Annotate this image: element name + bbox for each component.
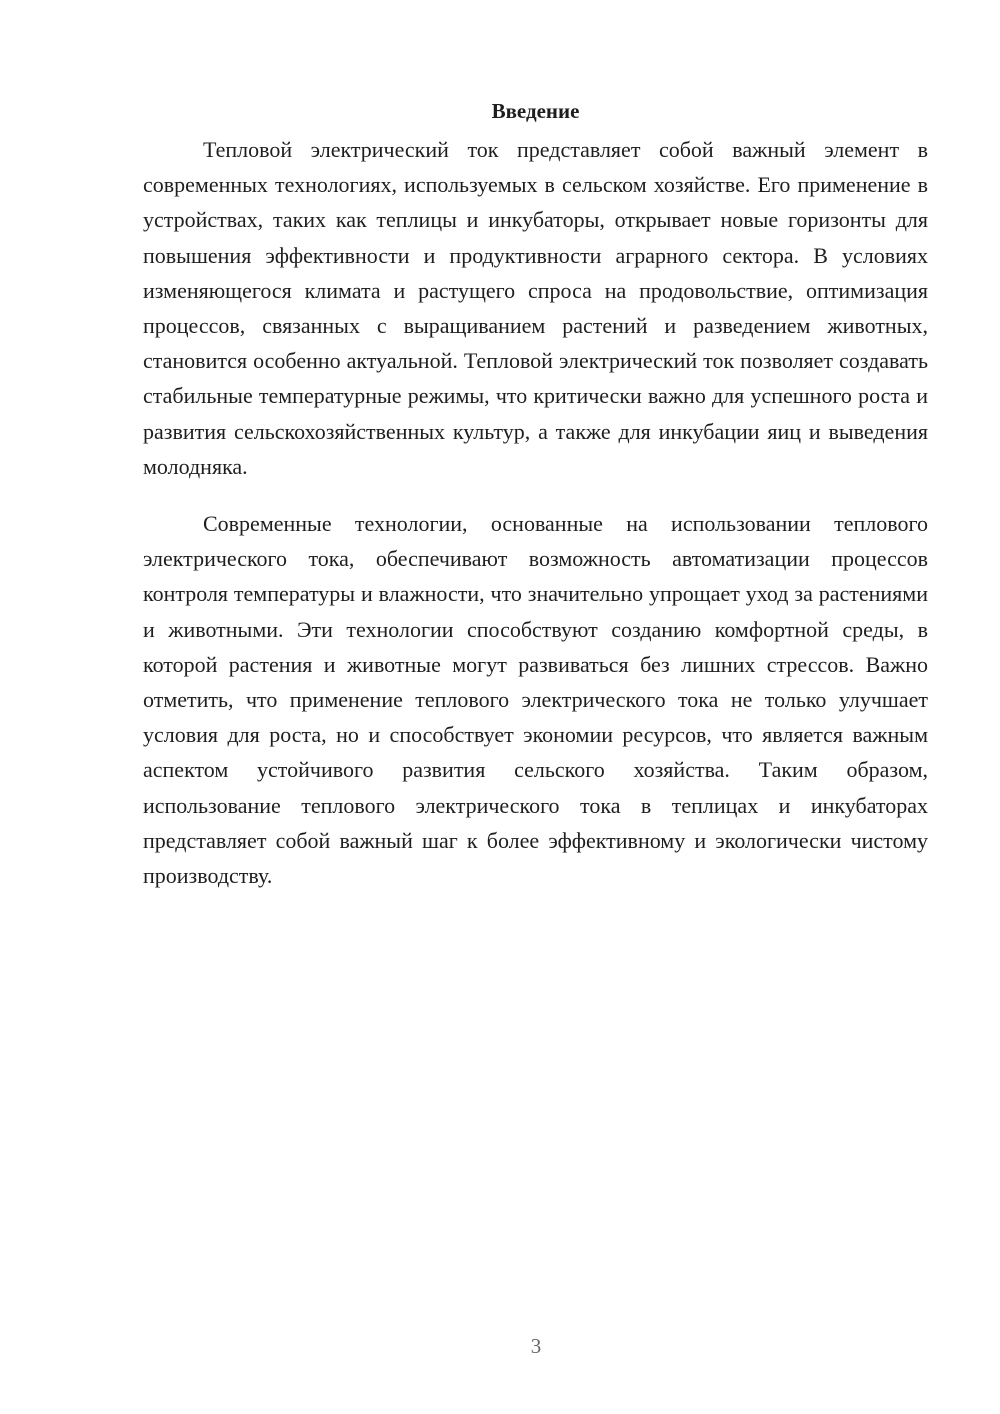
paragraph-2: Современные технологии, основанные на использовании теплового электрического тока, обеспечивают возможность автоматизации процессов контроля температуры и влажности, что значительно упрощает уход за растениями и животными. Эти технологии способствуют созданию комфортной среды, в которой растения и животные могут развиваться без лишних стрессов. Важно отметить, что применение теплового электрического тока не только улучшает условия для роста, но и способствует экономии ресурсов, что является важным аспектом устойчивого развития сельского хозяйства. Таким образом, использование теплового электрического тока в теплицах и инкубаторах представляет собой важный шаг к более эффективному и экологически чистому производству. bbox=[143, 511, 928, 889]
paragraph-1: Тепловой электрический ток представляет собой важный элемент в современных технологиях, используемых в сельском хозяйстве. Его применение в устройствах, таких как теплицы и инкубаторы, открывает новые горизонты для повышения эффективности и продуктивности аграрного сектора. В условиях изменяющегося климата и растущего спроса на продовольствие, оптимизация процессов, связанных с выращиванием растений и разведением животных, становится особенно актуальной. Тепловой электрический ток позволяет создавать стабильные температурные режимы, что критически важно для успешного роста и развития сельскохозяйственных культур, а также для инкубации яиц и выведения молодняка. bbox=[143, 137, 928, 479]
page-number: 3 bbox=[530, 1334, 542, 1358]
section-heading: Введение bbox=[491, 99, 580, 123]
page-content bbox=[143, 96, 928, 893]
